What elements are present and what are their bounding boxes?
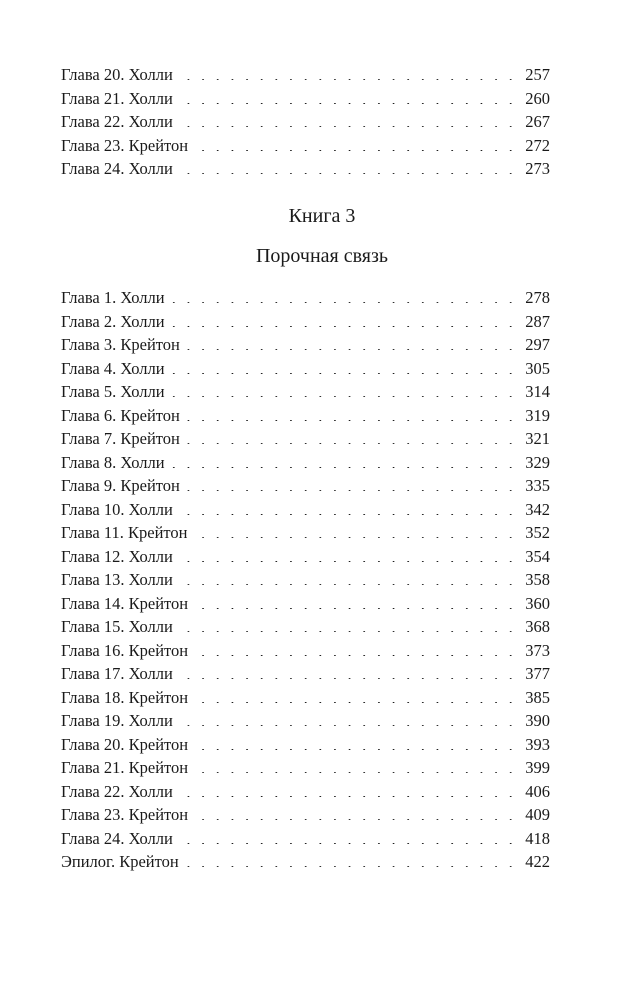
toc-entry-title: Глава 9. Крейтон	[61, 476, 180, 495]
toc-book-3	[61, 286, 550, 874]
toc-entry-page-number: 354	[525, 546, 550, 566]
toc-entry	[61, 110, 550, 134]
toc-entry-title: Глава 24. Холли	[61, 828, 173, 848]
dot-leader	[177, 561, 516, 562]
toc-entry-title: Глава 21. Крейтон	[61, 758, 189, 777]
dot-leader	[177, 678, 516, 679]
toc-entry	[61, 380, 550, 404]
toc-entry	[61, 286, 550, 310]
dot-leader	[177, 725, 516, 726]
toc-entry-page-number: 287	[525, 311, 550, 331]
toc-entry	[61, 545, 550, 569]
dot-leader	[177, 126, 516, 127]
toc-entry-title: Глава 17. Холли	[61, 664, 173, 683]
toc-entry-title: Глава 11. Крейтон	[61, 523, 188, 542]
toc-entry-title: Глава 4. Холли	[61, 358, 165, 378]
toc-entry	[61, 662, 550, 686]
toc-entry-page-number: 319	[525, 405, 550, 425]
toc-entry	[61, 615, 550, 639]
toc-entry-page-number: 297	[525, 335, 550, 354]
toc-entry-title: Глава 10. Холли	[61, 499, 173, 519]
toc-entry-page-number: 335	[525, 476, 550, 495]
dot-leader	[192, 537, 517, 538]
toc-entry	[61, 803, 550, 827]
toc-entry-title: Глава 16. Крейтон	[61, 640, 189, 660]
toc-entry-title: Глава 7. Крейтон	[61, 429, 180, 448]
dot-leader	[192, 150, 516, 151]
toc-entry-page-number: 278	[525, 288, 550, 307]
dot-leader	[169, 302, 516, 303]
toc-entry	[61, 521, 550, 545]
book-number-heading: Книга 3	[288, 205, 356, 227]
dot-leader	[177, 843, 516, 844]
toc-entry-title: Глава 5. Холли	[61, 382, 165, 401]
toc-entry-title: Глава 22. Холли	[61, 781, 173, 801]
toc-previous-book	[61, 63, 550, 181]
toc-entry-page-number: 368	[525, 617, 550, 636]
toc-entry-title: Глава 3. Крейтон	[61, 335, 180, 354]
toc-entry	[61, 474, 550, 498]
dot-leader	[183, 866, 516, 867]
toc-entry-title: Эпилог. Крейтон	[61, 852, 179, 871]
toc-entry-page-number: 409	[525, 805, 550, 824]
toc-entry	[61, 756, 550, 780]
toc-entry-page-number: 360	[525, 593, 550, 613]
toc-entry-title: Глава 24. Холли	[61, 159, 173, 178]
dot-leader	[192, 608, 516, 609]
toc-entry	[61, 733, 550, 757]
toc-entry-title: Глава 2. Холли	[61, 311, 165, 331]
toc-entry	[61, 333, 550, 357]
toc-entry	[61, 686, 550, 710]
toc-entry	[61, 63, 550, 87]
toc-entry-title: Глава 1. Холли	[61, 288, 165, 307]
toc-entry-title: Глава 21. Холли	[61, 88, 173, 108]
toc-entry-title: Глава 12. Холли	[61, 546, 173, 566]
toc-entry-page-number: 272	[525, 135, 550, 155]
dot-leader	[177, 173, 516, 174]
toc-entry-title: Глава 14. Крейтон	[61, 593, 189, 613]
toc-entry-page-number: 273	[525, 159, 550, 178]
toc-entry	[61, 404, 550, 428]
toc-entry-title: Глава 18. Крейтон	[61, 687, 189, 707]
toc-entry-title: Глава 13. Холли	[61, 570, 173, 589]
toc-entry	[61, 568, 550, 592]
toc-entry-title: Глава 23. Крейтон	[61, 805, 189, 824]
toc-entry	[61, 639, 550, 663]
dot-leader	[192, 702, 516, 703]
dot-leader	[169, 326, 516, 327]
toc-entry	[61, 87, 550, 111]
dot-leader	[192, 655, 516, 656]
toc-entry-page-number: 305	[525, 358, 550, 378]
toc-entry-title: Глава 19. Холли	[61, 711, 173, 730]
toc-entry-title: Глава 6. Крейтон	[61, 405, 180, 425]
toc-entry-page-number: 377	[525, 664, 550, 683]
toc-entry-page-number: 352	[525, 523, 550, 542]
toc-entry-page-number: 399	[525, 758, 550, 777]
toc-entry	[61, 498, 550, 522]
toc-entry-page-number: 329	[525, 452, 550, 472]
toc-entry-page-number: 267	[525, 112, 550, 131]
toc-entry-title: Глава 20. Крейтон	[61, 734, 189, 754]
dot-leader	[169, 396, 516, 397]
toc-entry-page-number: 358	[525, 570, 550, 589]
toc-entry-page-number: 342	[525, 499, 550, 519]
dot-leader	[184, 490, 516, 491]
toc-entry	[61, 780, 550, 804]
toc-entry-page-number: 385	[525, 687, 550, 707]
toc-entry-title: Глава 15. Холли	[61, 617, 173, 636]
toc-entry	[61, 310, 550, 334]
toc-entry-page-number: 321	[525, 429, 550, 448]
dot-leader	[177, 103, 516, 104]
dot-leader	[177, 584, 516, 585]
toc-entry	[61, 157, 550, 181]
dot-leader	[177, 514, 516, 515]
toc-entry-page-number: 260	[525, 88, 550, 108]
dot-leader	[177, 79, 516, 80]
dot-leader	[184, 349, 516, 350]
dot-leader	[169, 373, 516, 374]
dot-leader	[177, 796, 516, 797]
dot-leader	[192, 772, 516, 773]
dot-leader	[184, 443, 516, 444]
toc-entry	[61, 850, 550, 874]
dot-leader	[169, 467, 516, 468]
dot-leader	[184, 420, 516, 421]
toc-entry	[61, 357, 550, 381]
toc-entry	[61, 427, 550, 451]
toc-entry-title: Глава 22. Холли	[61, 112, 173, 131]
toc-entry-page-number: 418	[525, 828, 550, 848]
toc-entry-title: Глава 20. Холли	[61, 65, 173, 84]
toc-entry	[61, 827, 550, 851]
toc-entry-title: Глава 23. Крейтон	[61, 135, 189, 155]
toc-entry	[61, 451, 550, 475]
toc-entry	[61, 709, 550, 733]
toc-entry-page-number: 257	[525, 65, 550, 84]
toc-entry-page-number: 373	[525, 640, 550, 660]
dot-leader	[177, 631, 516, 632]
dot-leader	[192, 819, 516, 820]
book-title-heading: Порочная связь	[255, 245, 389, 267]
toc-entry-page-number: 422	[525, 852, 550, 871]
toc-entry-title: Глава 8. Холли	[61, 452, 165, 472]
toc-entry-page-number: 390	[525, 711, 550, 730]
toc-entry	[61, 592, 550, 616]
toc-entry-page-number: 314	[525, 382, 550, 401]
toc-entry-page-number: 393	[525, 734, 550, 754]
toc-entry-page-number: 406	[525, 781, 550, 801]
dot-leader	[192, 749, 516, 750]
toc-entry	[61, 134, 550, 158]
